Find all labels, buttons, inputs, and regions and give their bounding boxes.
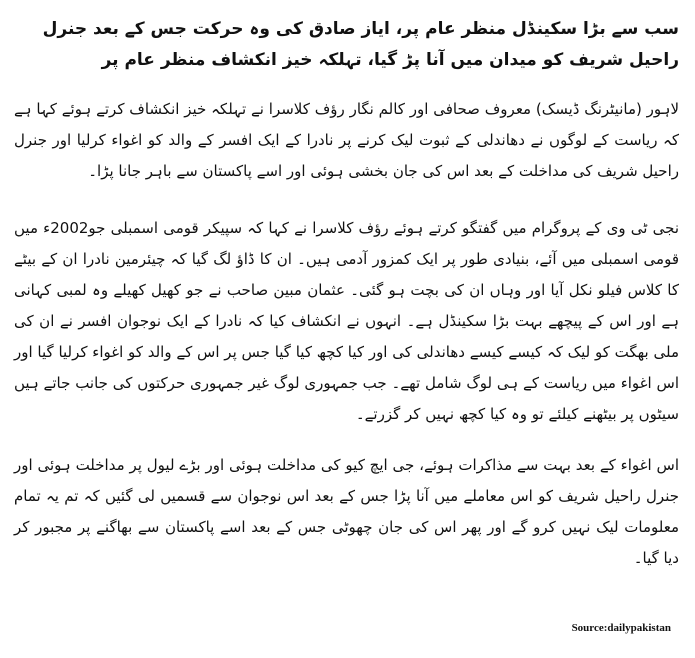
article-paragraph-1: لاہور (مانیٹرنگ ڈیسک) معروف صحافی اور کالم نگار رؤف کلاسرا نے تہلکہ خیز انکشاف کرتے ہوئے کہا ہے کہ ریاست کے لوگوں نے دھاندلی کے ثبوت لیک کرنے پر نادرا کے ایک افسر کے والد کو اغواء کرلیا اور جنرل راحیل شریف کی مداخلت کے بعد اس کی جان بخشی ہوئی اور اسے پاکستان سے باہر جانا پڑا۔ bbox=[14, 100, 679, 180]
article-paragraph-3: اس اغواء کے بعد بہت سے مذاکرات ہوئے، جی ایچ کیو کی مداخلت ہوئی اور بڑے لیول پر مداخلت ہوئی اور جنرل راحیل شریف کو اس معاملے میں آنا پڑا جس کے بعد اس نوجوان سے قسمیں لی گئیں کہ تم یہ تمام معلومات لیک نہیں کرو گے اور پھر اس کی جان چھوٹی جس کے بعد اسے پاکستان سے بھاگنے پر مجبور کر دیا گیا۔ bbox=[14, 456, 679, 567]
article-headline: سب سے بڑا سکینڈل منظر عام پر، ایاز صادق کی وہ حرکت جس کے بعد جنرل راحیل شریف کو میدان میں آنا پڑ گیا، تہلکہ خیز انکشاف منظر عام پر bbox=[42, 19, 679, 70]
source-credit: Source:dailypakistan bbox=[571, 622, 671, 634]
article-paragraph-2: نجی ٹی وی کے پروگرام میں گفتگو کرتے ہوئے رؤف کلاسرا نے کہا کہ سپیکر قومی اسمبلی جو2002ء میں قومی اسمبلی میں آئے، بنیادی طور پر ایک کمزور آدمی ہیں۔ ان کا ڈاؤ لگ گیا کہ چیئرمین نادرا ان کے بیٹے کا کلاس فیلو نکل آیا اور وہاں ان کی بچت ہو گئی۔ عثمان مبین صاحب نے جو کھیل کھیلے وہ لمبی کہانی ہے اور اس کے پیچھے بہت بڑا سکینڈل ہے۔ انہوں نے انکشاف کیا کہ نادرا کے ایک نوجوان افسر نے ان کی ملی بھگت کو لیک کہ کیسے کیسے دھاندلی کی اور کیا کچھ کیا گیا جس پر اس کے والد کو اغواء کرلیا گیا اور اس اغواء میں ریاست کے ہی لوگ شامل تھے۔ جب جمہوری لوگ غیر جمہوری حرکتوں کی جانب جاتے ہیں سیٹوں پر بیٹھنے کیلئے تو وہ کیا کچھ نہیں کر گزرتے۔ bbox=[14, 219, 679, 423]
